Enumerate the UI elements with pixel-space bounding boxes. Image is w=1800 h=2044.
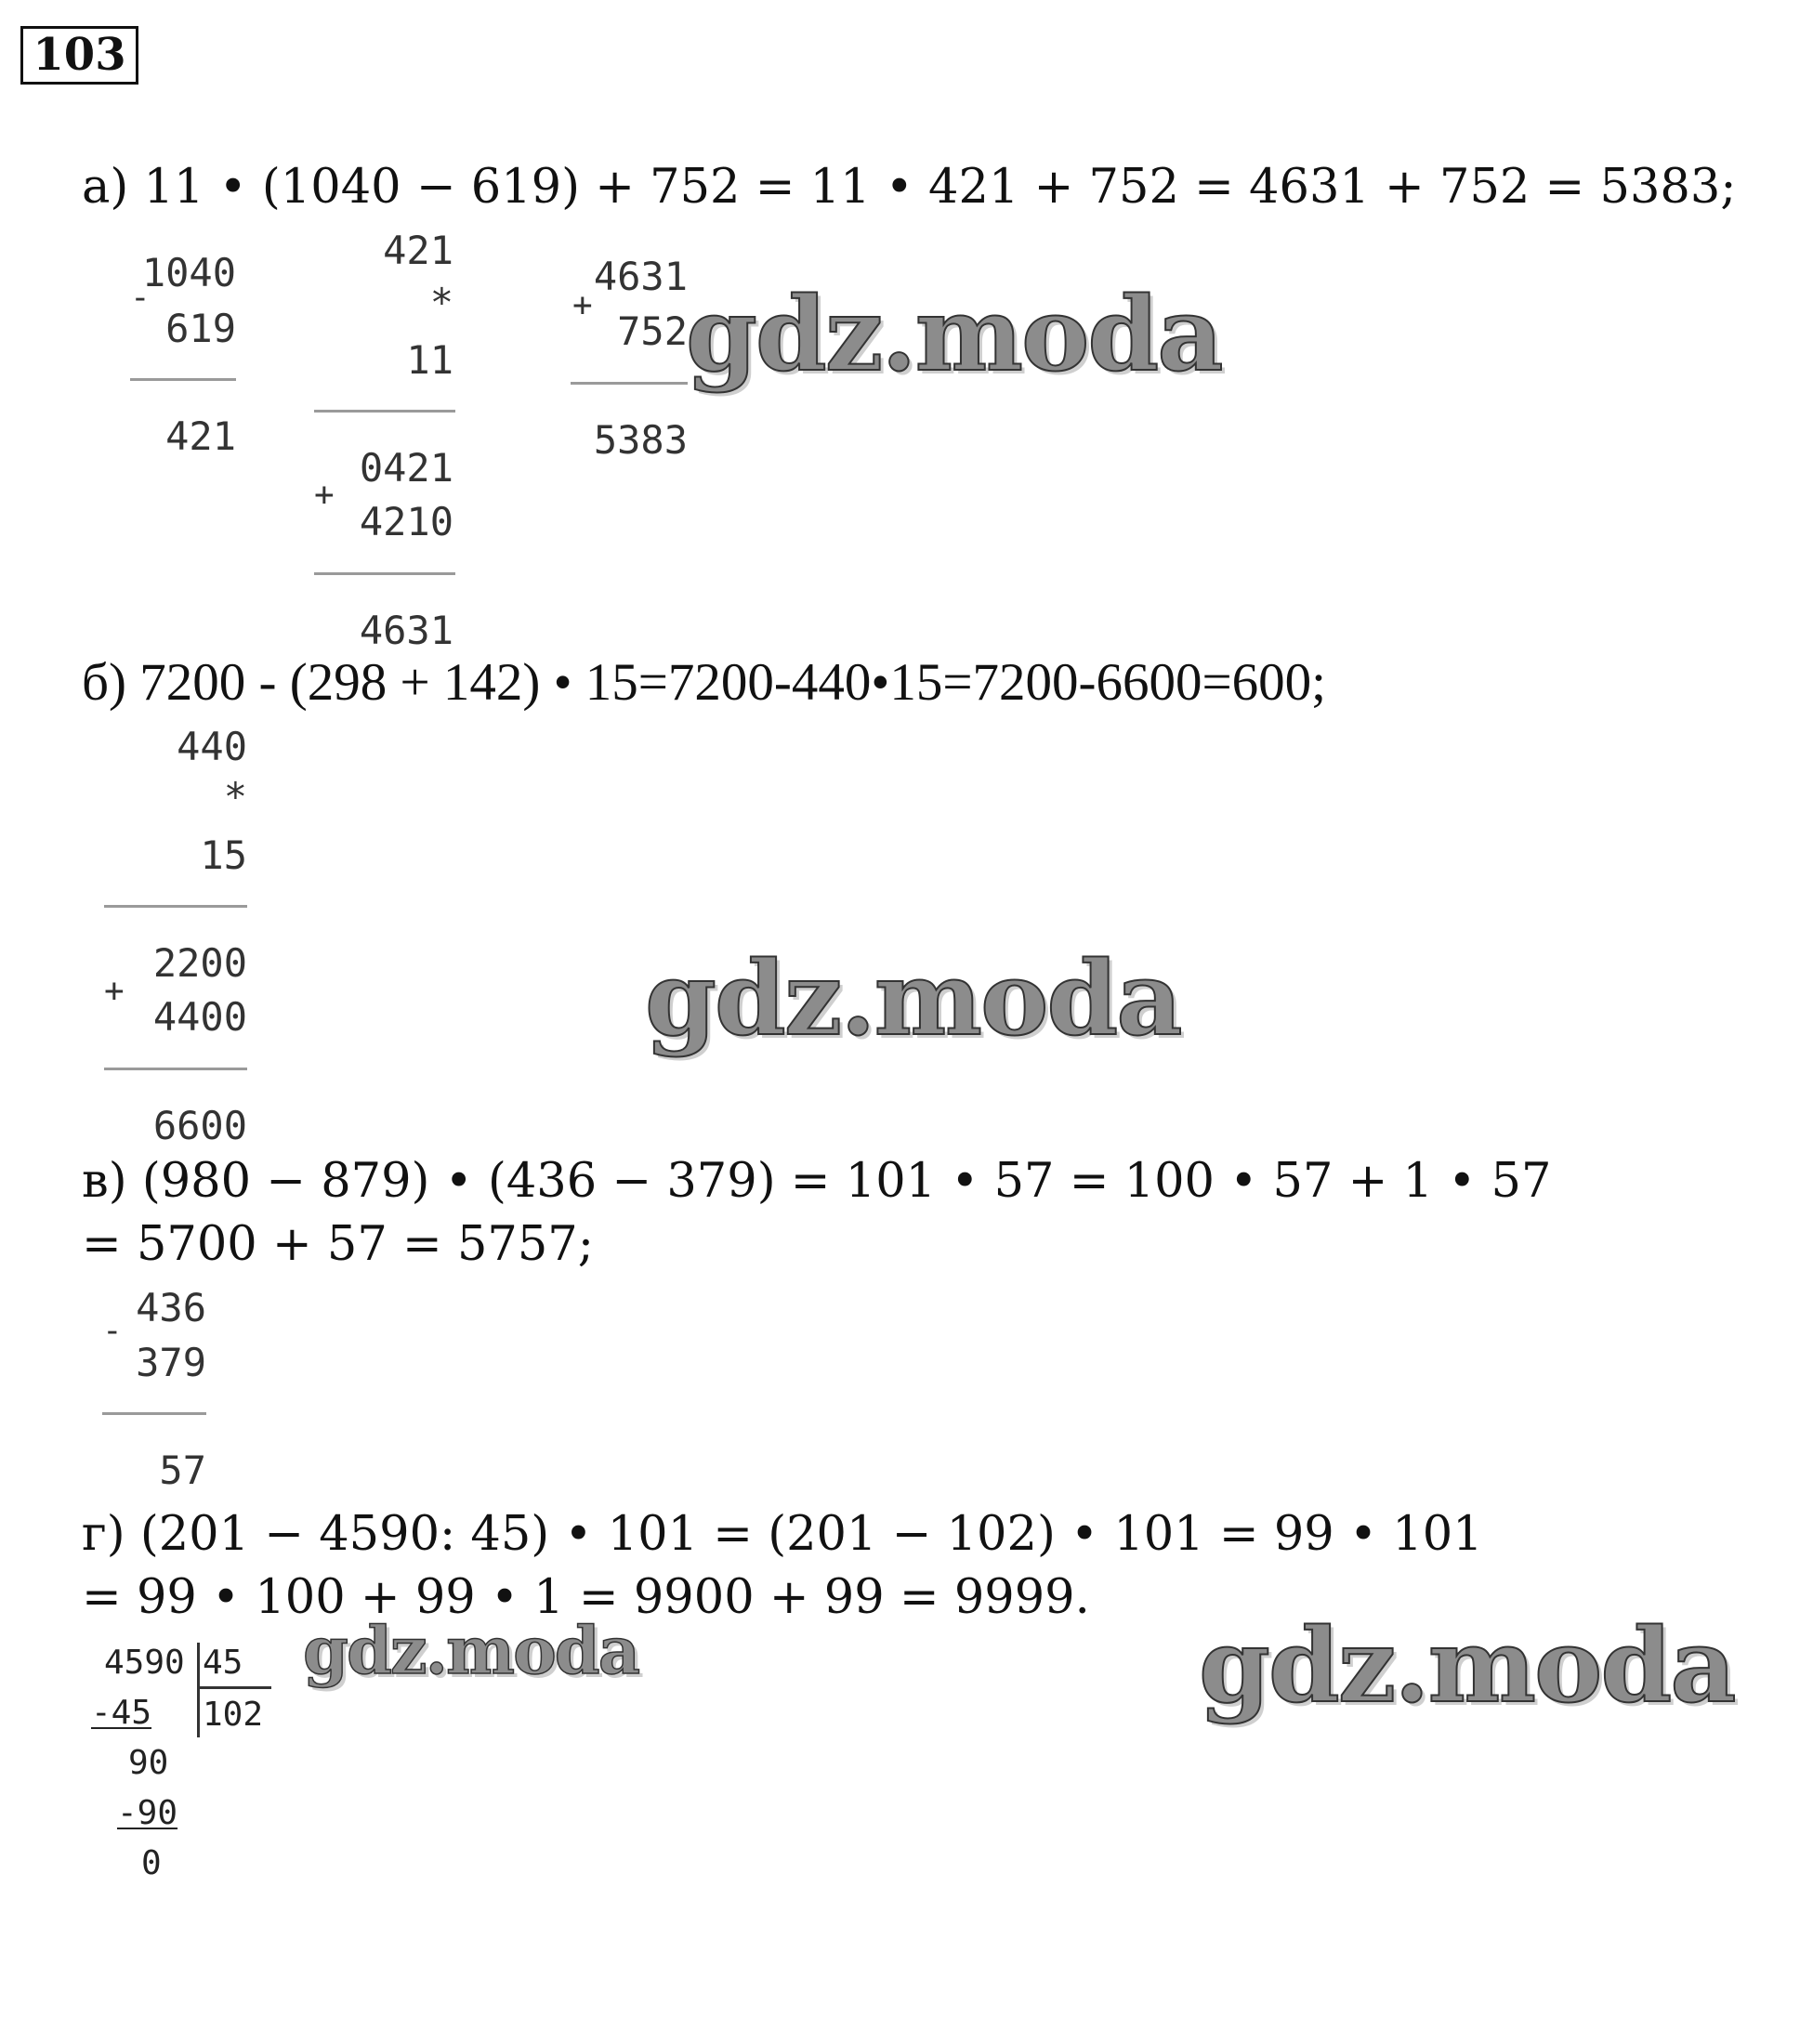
minuend: 436 — [136, 1285, 206, 1330]
division-bar-vertical — [197, 1643, 200, 1737]
partial-product-1: 0421 — [359, 445, 453, 491]
divider-line — [314, 410, 455, 413]
equation-g-line1: г) (201 − 4590: 45) • 101 = (201 − 102) • 101 = 99 • 101 — [82, 1507, 1483, 1562]
minus-sign: - — [102, 1312, 123, 1350]
multiply-sign: * — [223, 774, 247, 819]
remainder-final: 0 — [141, 1844, 162, 1882]
subtract-step-2: -90 — [117, 1794, 178, 1832]
multiplier: 15 — [200, 832, 247, 878]
divider-line — [104, 1068, 247, 1070]
sum: 5383 — [593, 417, 688, 463]
watermark: gdz.moda — [686, 274, 1222, 394]
subtrahend: 619 — [165, 306, 236, 351]
quotient: 102 — [203, 1696, 264, 1734]
watermark: gdz.moda — [303, 1612, 639, 1689]
equation-v-line1: в) (980 − 879) • (436 − 379) = 101 • 57 = 100 • 57 + 1 • 57 — [82, 1154, 1552, 1209]
equation-a: а) 11 • (1040 − 619) + 752 = 11 • 421 + 752 = 4631 + 752 = 5383; — [82, 160, 1737, 215]
multiplicand: 440 — [177, 724, 247, 769]
divisor: 45 — [203, 1644, 243, 1682]
watermark: gdz.moda — [645, 938, 1181, 1058]
equation-v-line2: = 5700 + 57 = 5757; — [82, 1217, 594, 1272]
partial-product-1: 2200 — [152, 940, 247, 986]
multiplier: 11 — [406, 337, 453, 383]
equation-g-line2: = 99 • 100 + 99 • 1 = 9900 + 99 = 9999. — [82, 1570, 1090, 1625]
divider-line — [571, 382, 688, 385]
watermark: gdz.moda — [1199, 1605, 1735, 1725]
multiplicand: 421 — [383, 228, 453, 273]
result: 421 — [165, 413, 236, 459]
addend-1: 4631 — [593, 254, 688, 299]
result: 57 — [159, 1448, 206, 1493]
plus-sign: + — [314, 476, 335, 514]
equation-b: б) 7200 - (298 + 142) • 15=7200-440•15=7200-6600=600; — [82, 653, 1326, 712]
multiply-sign: * — [429, 280, 453, 325]
divider-line — [130, 378, 236, 381]
divider-line — [102, 1412, 206, 1415]
minus-sign: - — [130, 279, 151, 317]
subtract-step-1: -45 — [91, 1694, 152, 1732]
subtrahend: 379 — [136, 1340, 206, 1385]
dividend: 4590 — [104, 1644, 185, 1682]
product: 6600 — [152, 1103, 247, 1148]
task-number: 103 — [20, 26, 138, 85]
product: 4631 — [359, 608, 453, 653]
plus-sign: + — [572, 286, 593, 324]
remainder-1: 90 — [128, 1744, 169, 1782]
minuend: 1040 — [141, 250, 236, 295]
divider-line — [104, 905, 247, 908]
divider-line — [314, 572, 455, 575]
partial-product-2: 4400 — [152, 994, 247, 1040]
addend-2: 752 — [617, 308, 688, 354]
plus-sign: + — [104, 972, 125, 1010]
partial-product-2: 4210 — [359, 499, 453, 544]
division-bar-horizontal — [197, 1686, 271, 1689]
